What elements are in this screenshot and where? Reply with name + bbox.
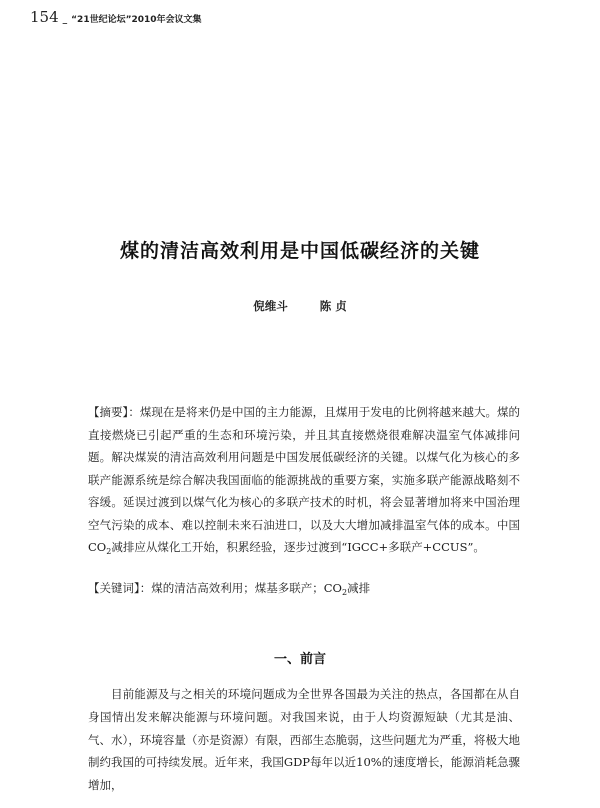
keywords-subscript: 2	[341, 588, 348, 597]
author-1: 倪维斗	[253, 299, 288, 313]
abstract-text-a: ：煤现在是将来仍是中国的主力能源，且煤用于发电的比例将越来越大。煤的直接燃烧已引起严重的生态和环境污染，并且其直接燃烧很难解决温室气体减排问题。解决煤炭的清洁高效利用问题是中国发展低碳经济的关键。以煤气化为核心的多联产能源系统是综合解决我国面临的能源挑战的重要方案，实施多联产能源战略刻不容缓。延误过渡到以煤气化为核心的多联产技术的时机，将会显著增加将来中国治理空气污染的成本、难以控制未来石油进口，以及大大增加减排温室气体的成本。中国CO	[88, 405, 521, 554]
keywords-label: 【关键词】	[88, 581, 140, 595]
abstract-subscript: 2	[106, 547, 112, 556]
keywords-text-b: 减排	[347, 581, 371, 595]
author-list	[0, 298, 600, 314]
running-header	[30, 8, 202, 26]
header-separator: _	[62, 15, 68, 25]
section-heading: 一、前言	[273, 652, 326, 667]
author-2: 陈 贞	[319, 299, 347, 313]
body-paragraph: 目前能源及与之相关的环境问题成为全世界各国最为关注的热点，各国都在从自身国情出发来解决能源与环境问题。对我国来说，由于人均资源短缺（尤其是油、气、水），环境容量（亦是资源）有限，西部生态脆弱，这些问题尤为严重，将极大地制约我国的可持续发展。近年来，我国GDP每年以近10%的速度增长，能源消耗急骤增加，	[88, 687, 520, 793]
keywords-text-a: ：煤的清洁高效利用；煤基多联产；CO	[139, 581, 342, 595]
abstract-text-b: 减排应从煤化工开始，积累经验，逐步过渡到“IGCC+多联产+CCUS”。	[111, 540, 485, 554]
header-source: “21世纪论坛”2010年会议文集	[71, 15, 202, 25]
paper-title: 煤的清洁高效利用是中国低碳经济的关键	[119, 240, 480, 262]
abstract	[88, 401, 520, 561]
abstract-label: 【摘要】	[88, 405, 129, 419]
keywords	[88, 577, 520, 602]
page-number: 154	[30, 8, 59, 26]
